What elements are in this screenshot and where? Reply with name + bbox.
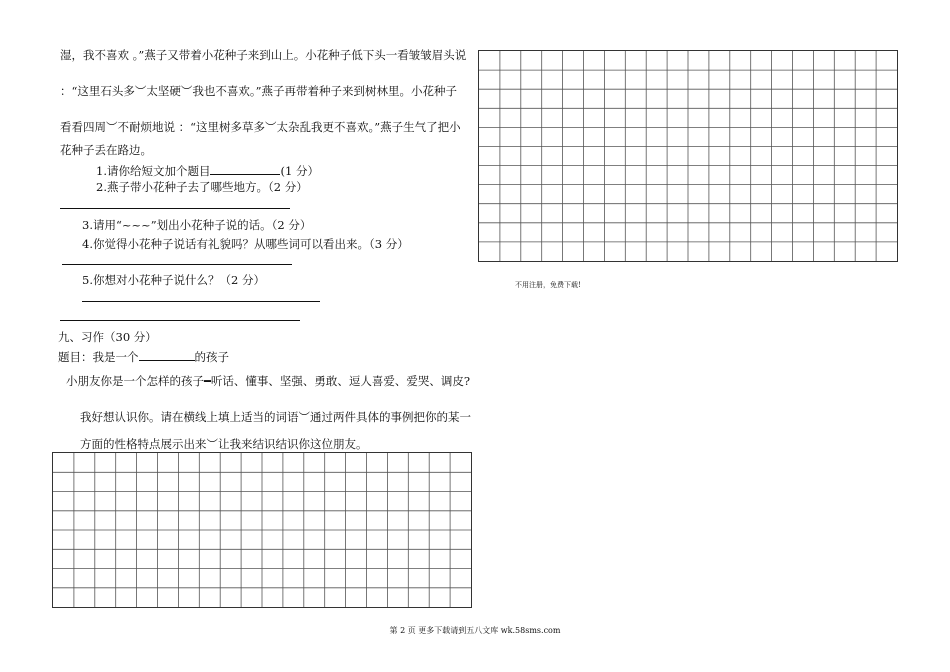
composition-paragraph-3: 方面的性格特点展示出来︶让我来结识结识你这位朋友。 bbox=[80, 437, 368, 451]
question-3: 3.请用“~~~”划出小花种子说的话。（2 分） bbox=[82, 218, 312, 232]
page-footer: 第 2 页 更多下载请到五八文库 wk.58sms.com bbox=[389, 626, 561, 635]
question-2: 2.燕子带小花种子去了哪些地方。（2 分） bbox=[96, 180, 308, 194]
composition-topic bbox=[58, 349, 229, 364]
story-line-3: 看看四周︶不耐烦地说 ：“这里树多草多︶太杂乱我更不喜欢。”燕子生气了把小 bbox=[60, 120, 461, 134]
right-grid-lines bbox=[479, 51, 897, 261]
question-5: 5.你想对小花种子说什么？（2 分） bbox=[82, 273, 265, 287]
composition-topic-suffix: 的孩子 bbox=[194, 350, 229, 364]
composition-topic-blank[interactable] bbox=[139, 349, 195, 361]
question-1-answer-blank[interactable] bbox=[210, 163, 280, 175]
question-2-answer-line[interactable] bbox=[60, 208, 290, 209]
question-1-text: 1.请你给短文加个题目 bbox=[96, 164, 211, 178]
question-4: 4.你觉得小花种子说话有礼貌吗？从哪些词可以看出来。（3 分） bbox=[82, 237, 409, 251]
right-writing-grid[interactable] bbox=[478, 50, 898, 262]
story-line-1: 湿，我不喜欢 。”燕子又带着小花种子来到山上。小花种子低下头一看皱皱眉头说 bbox=[60, 48, 467, 62]
left-grid-lines bbox=[53, 453, 471, 607]
question-1-score: (1 分） bbox=[280, 164, 319, 178]
composition-paragraph-1: 小朋友你是一个怎样的孩子━听话、懂事、坚强、勇敢、逗人喜爱、爱哭、调皮? bbox=[66, 374, 471, 388]
question-5-answer-line-1[interactable] bbox=[82, 301, 320, 302]
composition-topic-prefix: 题目：我是一个 bbox=[58, 350, 139, 364]
left-writing-grid[interactable] bbox=[52, 452, 472, 608]
right-note: 不用注册，免费下载! bbox=[515, 281, 581, 289]
story-line-4: 花种子丢在路边。 bbox=[60, 143, 152, 157]
story-line-2: ：“这里石头多︶太坚硬︶我也不喜欢。”燕子再带着种子来到树林里。小花种子 bbox=[60, 84, 458, 98]
question-5-answer-line-2[interactable] bbox=[60, 320, 300, 321]
composition-heading: 九、习作（30 分） bbox=[58, 330, 157, 344]
question-4-answer-line[interactable] bbox=[62, 264, 292, 265]
composition-paragraph-2: 我好想认识你。请在横线上填上适当的词语︶通过两件具体的事例把你的某一 bbox=[80, 410, 471, 424]
question-1 bbox=[96, 163, 319, 178]
